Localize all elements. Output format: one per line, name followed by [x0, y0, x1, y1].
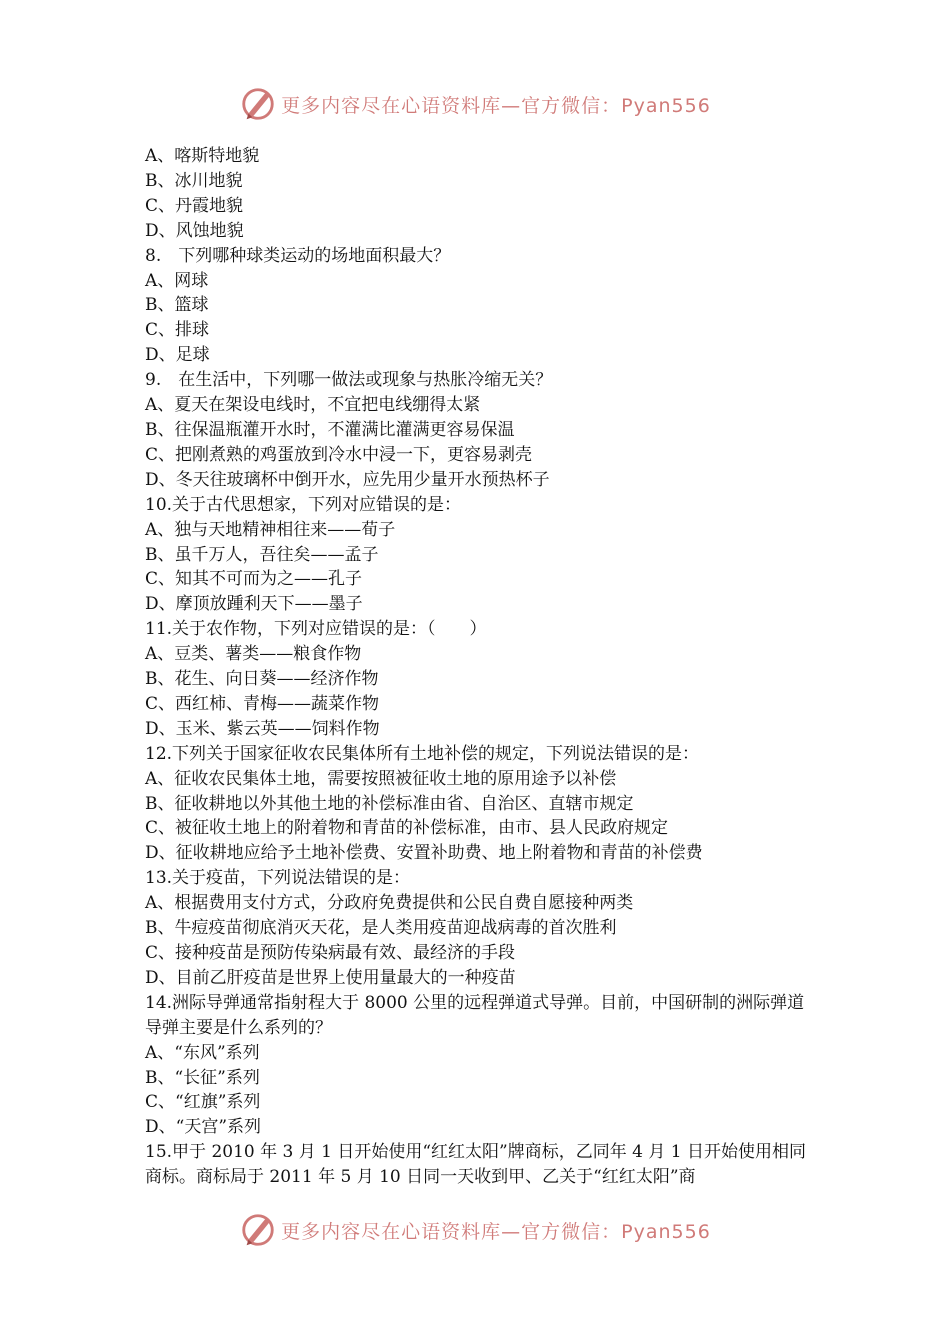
pen-logo-icon	[239, 85, 277, 123]
option-line: D、冬天往玻璃杯中倒开水，应先用少量开水预热杯子	[145, 469, 550, 490]
option-line: B、虽千万人，吾往矣——孟子	[145, 544, 379, 565]
option-line: A、喀斯特地貌	[145, 146, 260, 166]
option-line: B、冰川地貌	[145, 170, 243, 191]
option-line: B、牛痘疫苗彻底消灭天花，是人类用疫苗迎战病毒的首次胜利	[145, 918, 617, 939]
question-9: 9. 在生活中，下列哪一做法或现象与热胀冷缩无关？	[145, 370, 553, 391]
option-line: A、夏天在架设电线时，不宜把电线绷得太紧	[145, 395, 481, 416]
option-line: A、征收农民集体土地，需要按照被征收土地的原用途予以补偿	[145, 768, 617, 789]
question-13: 13.关于疫苗，下列说法错误的是：	[145, 868, 411, 889]
option-line: A、根据费用支付方式，分政府免费提供和公民自费自愿接种两类	[145, 893, 634, 914]
option-line: A、独与天地精神相往来——荀子	[145, 519, 396, 540]
option-line: D、摩顶放踵利天下——墨子	[145, 594, 363, 615]
option-line: C、接种疫苗是预防传染病最有效、最经济的手段	[145, 943, 516, 963]
option-line: B、篮球	[145, 295, 209, 316]
option-line: D、征收耕地应给予土地补偿费、安置补助费、地上附着物和青苗的补偿费	[145, 843, 703, 864]
option-line: D、玉米、紫云英——饲料作物	[145, 718, 380, 739]
option-line: A、豆类、薯类——粮食作物	[145, 644, 362, 665]
option-line: B、“长征”系列	[145, 1067, 260, 1088]
option-line: C、被征收土地上的附着物和青苗的补偿标准，由市、县人民政府规定	[145, 818, 669, 839]
option-line: A、网球	[145, 270, 209, 291]
option-line: B、往保温瓶灌开水时，不灌满比灌满更容易保温	[145, 419, 515, 440]
option-line: D、足球	[145, 345, 210, 366]
option-line: C、“红旗”系列	[145, 1092, 261, 1113]
option-line: C、丹霞地貌	[145, 195, 244, 216]
question-11: 11.关于农作物，下列对应错误的是：（ ）	[145, 619, 487, 640]
option-line: C、西红柿、青梅——蔬菜作物	[145, 693, 380, 714]
option-line: C、知其不可而为之——孔子	[145, 569, 363, 590]
option-line: C、把刚煮熟的鸡蛋放到冷水中浸一下，更容易剥壳	[145, 444, 533, 465]
document-body	[145, 144, 815, 1190]
watermark-text: 更多内容尽在心语资料库—官方微信：Pyan556	[281, 1220, 711, 1243]
watermark-header	[0, 84, 950, 124]
option-line: D、目前乙肝疫苗是世界上使用量最大的一种疫苗	[145, 967, 516, 988]
option-line: C、排球	[145, 320, 210, 341]
watermark-footer	[0, 1210, 950, 1250]
pen-logo-icon	[239, 1211, 277, 1249]
question-8: 8. 下列哪种球类运动的场地面积最大？	[145, 245, 451, 266]
option-line: B、花生、向日葵——经济作物	[145, 669, 379, 690]
option-line: A、“东风”系列	[145, 1042, 260, 1063]
watermark-text: 更多内容尽在心语资料库—官方微信：Pyan556	[281, 94, 711, 117]
question-14: 14.洲际导弹通常指射程大于 8000 公里的远程弹道式导弹。目前，中国研制的洲际弹道导弹主要是什么系列的？	[145, 992, 805, 1038]
question-10: 10.关于古代思想家，下列对应错误的是：	[145, 494, 462, 515]
option-line: D、风蚀地貌	[145, 220, 244, 241]
option-line: D、“天宫”系列	[145, 1117, 262, 1138]
question-15: 15.甲于 2010 年 3 月 1 日开始使用“红红太阳”牌商标，乙同年 4 月 1 日开始使用相同商标。商标局于 2011 年 5 月 10 日同一天收到甲、乙关于“红红太阳”商	[145, 1142, 806, 1188]
question-12: 12.下列关于国家征收农民集体所有土地补偿的规定，下列说法错误的是：	[145, 743, 700, 764]
option-line: B、征收耕地以外其他土地的补偿标准由省、自治区、直辖市规定	[145, 793, 634, 814]
